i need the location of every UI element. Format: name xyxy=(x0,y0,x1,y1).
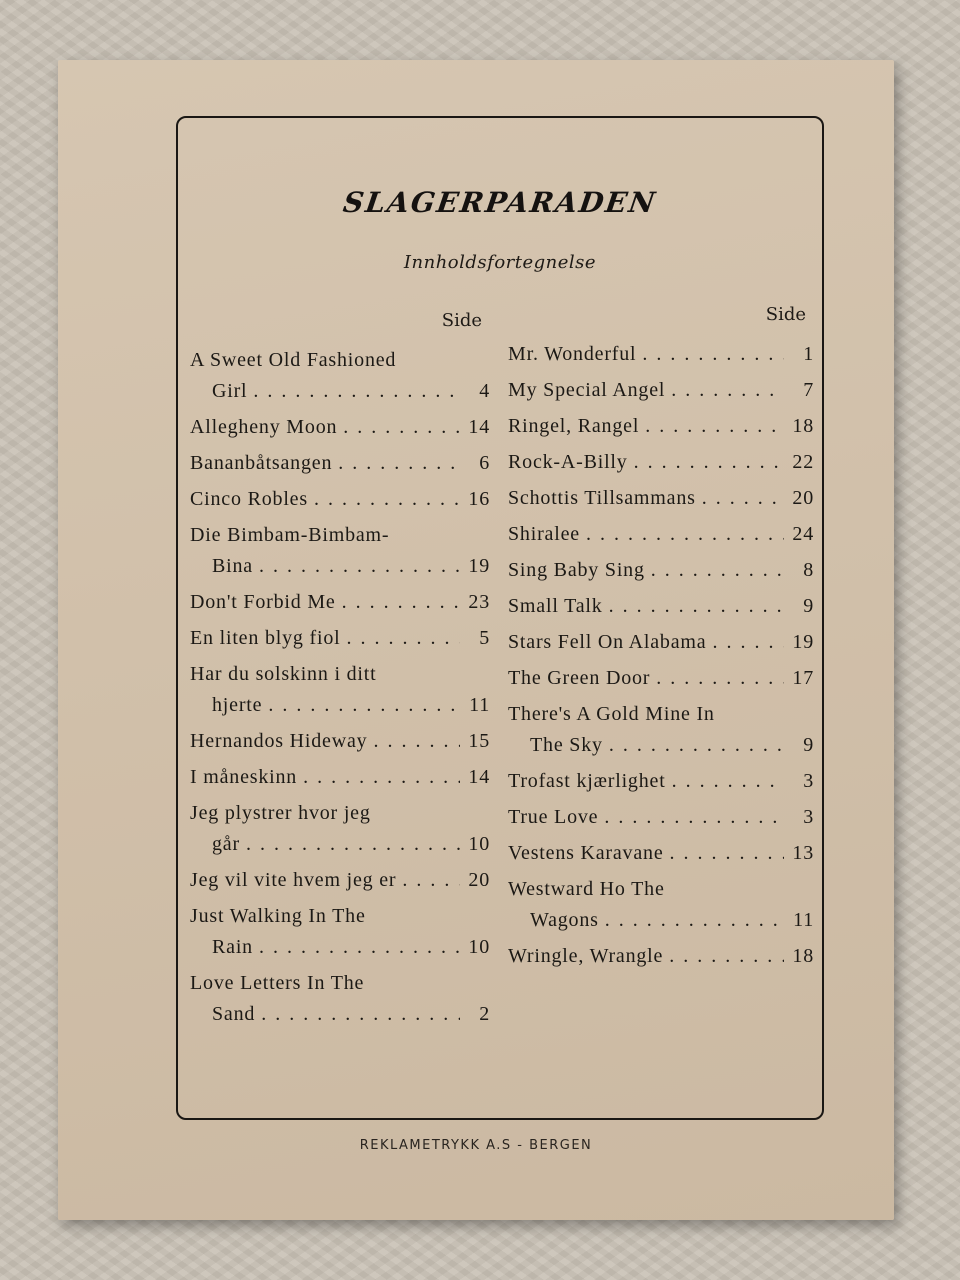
toc-entry xyxy=(190,659,490,721)
toc-entry-line xyxy=(508,555,814,586)
dot-leader xyxy=(343,412,460,443)
dot-leader xyxy=(342,587,460,618)
toc-entry-title: Allegheny Moon xyxy=(190,416,338,438)
toc-entry-line xyxy=(190,448,490,479)
side-label-right: Side xyxy=(765,304,806,325)
toc-entry-page: 6 xyxy=(479,452,490,474)
dot-leader xyxy=(670,838,784,869)
dot-leader xyxy=(402,865,460,896)
toc-entry-page: 13 xyxy=(792,842,814,864)
toc-entry xyxy=(190,865,490,896)
toc-entry-title: Shiralee xyxy=(508,523,580,545)
toc-entry-title: Jeg vil vite hvem jeg er xyxy=(190,869,397,891)
dot-leader xyxy=(634,447,784,478)
dot-leader xyxy=(672,766,784,797)
toc-entry-page: 22 xyxy=(792,451,814,473)
toc-entry xyxy=(508,699,814,761)
toc-entry-title: Girl xyxy=(212,380,248,402)
toc-entry-page: 14 xyxy=(468,766,490,788)
page-subtitle: Innholdsfortegnelse xyxy=(403,252,597,273)
toc-entry-title: Vestens Karavane xyxy=(508,842,664,864)
content-frame xyxy=(176,116,824,1120)
toc-entry-title: Sing Baby Sing xyxy=(508,559,645,581)
toc-entry-line xyxy=(190,623,490,654)
dot-leader xyxy=(605,905,784,936)
toc-entry-line xyxy=(508,483,814,514)
toc-column-left xyxy=(190,310,490,1035)
toc-entry-line xyxy=(190,376,490,407)
toc-entry-page: 16 xyxy=(468,488,490,510)
dot-leader xyxy=(642,339,784,370)
page-title: SLAGERPARADEN xyxy=(341,186,659,219)
toc-entry xyxy=(508,339,814,370)
dot-leader xyxy=(261,999,460,1030)
toc-entry-title: Trofast kjærlighet xyxy=(508,770,666,792)
toc-entry-line xyxy=(190,726,490,757)
dot-leader xyxy=(314,484,460,515)
toc-entry xyxy=(190,484,490,515)
toc-entry-page: 3 xyxy=(803,770,814,792)
toc-entry-title: Wringle, Wrangle xyxy=(508,945,664,967)
dot-leader xyxy=(347,623,461,654)
toc-entry-page: 19 xyxy=(468,555,490,577)
toc-entry xyxy=(190,448,490,479)
toc-entry-line xyxy=(190,412,490,443)
toc-entry xyxy=(190,345,490,407)
toc-entry xyxy=(508,375,814,406)
toc-entry-line xyxy=(508,411,814,442)
toc-list-left xyxy=(190,345,490,1030)
toc-entry-title: Stars Fell On Alabama xyxy=(508,631,707,653)
toc-entry-title: Bina xyxy=(212,555,253,577)
toc-entry-line xyxy=(508,627,814,658)
toc-entry-page: 3 xyxy=(803,806,814,828)
toc-entry-title-first-line: Jeg plystrer hvor jeg xyxy=(190,802,371,824)
toc-entry-line xyxy=(190,484,490,515)
toc-entry xyxy=(190,968,490,1030)
toc-entry-page: 11 xyxy=(793,909,814,931)
toc-entry-page: 17 xyxy=(792,667,814,689)
toc-entry xyxy=(190,726,490,757)
dot-leader xyxy=(702,483,784,514)
toc-entry-title: Rain xyxy=(212,936,253,958)
toc-entry-title: Schottis Tillsammans xyxy=(508,487,696,509)
dot-leader xyxy=(303,762,460,793)
printer-footer: REKLAMETRYKK A.S - BERGEN xyxy=(359,1138,593,1153)
toc-entry-line xyxy=(508,766,814,797)
toc-entry xyxy=(190,412,490,443)
dot-leader xyxy=(609,730,784,761)
toc-entry-line xyxy=(508,663,814,694)
toc-entry-page: 18 xyxy=(792,945,814,967)
toc-entry-title: En liten blyg fiol xyxy=(190,627,341,649)
toc-entry xyxy=(508,766,814,797)
toc-entry xyxy=(190,623,490,654)
toc-entry-line xyxy=(508,838,814,869)
toc-entry xyxy=(508,838,814,869)
toc-entry-title-first-line: Westward Ho The xyxy=(508,878,665,900)
toc-entry xyxy=(508,411,814,442)
dot-leader xyxy=(671,375,784,406)
toc-entry-title: The Green Door xyxy=(508,667,651,689)
toc-entry xyxy=(508,941,814,972)
dot-leader xyxy=(604,802,784,833)
toc-entry-page: 2 xyxy=(479,1003,490,1025)
toc-entry-line xyxy=(190,551,490,582)
toc-entry-title: går xyxy=(212,833,240,855)
toc-entry xyxy=(508,555,814,586)
toc-entry xyxy=(508,802,814,833)
toc-entry-page: 5 xyxy=(479,627,490,649)
toc-entry-page: 7 xyxy=(803,379,814,401)
toc-entry-line xyxy=(508,591,814,622)
toc-entry-line xyxy=(508,905,814,936)
toc-entry xyxy=(190,901,490,963)
toc-entry-line xyxy=(508,730,814,761)
toc-entry-title-first-line: A Sweet Old Fashioned xyxy=(190,349,397,371)
toc-entry-title: I måneskinn xyxy=(190,766,298,788)
toc-entry-title: Small Talk xyxy=(508,595,603,617)
toc-entry-page: 23 xyxy=(468,591,490,613)
toc-entry-page: 18 xyxy=(792,415,814,437)
toc-entry-page: 1 xyxy=(803,343,814,365)
toc-entry-title: Wagons xyxy=(530,909,599,931)
toc-entry-page: 20 xyxy=(468,869,490,891)
toc-entry-line xyxy=(190,865,490,896)
toc-entry-page: 24 xyxy=(792,523,814,545)
toc-entry-title: Cinco Robles xyxy=(190,488,308,510)
dot-leader xyxy=(268,690,460,721)
toc-entry-page: 15 xyxy=(468,730,490,752)
toc-entry-line xyxy=(508,519,814,550)
toc-entry-page: 10 xyxy=(468,833,490,855)
toc-entry-line xyxy=(508,941,814,972)
toc-entry xyxy=(508,519,814,550)
toc-entry-title: My Special Angel xyxy=(508,379,666,401)
toc-entry-page: 8 xyxy=(803,559,814,581)
toc-entry-title: Don't Forbid Me xyxy=(190,591,336,613)
toc-entry xyxy=(508,627,814,658)
toc-entry-title-first-line: Die Bimbam-Bimbam- xyxy=(190,524,390,546)
dot-leader xyxy=(586,519,784,550)
toc-entry-line xyxy=(508,447,814,478)
toc-entry-line xyxy=(190,690,490,721)
dot-leader xyxy=(651,555,784,586)
dot-leader xyxy=(645,411,784,442)
toc-entry xyxy=(508,874,814,936)
dot-leader xyxy=(338,448,460,479)
toc-entry xyxy=(190,587,490,618)
toc-entry-title: The Sky xyxy=(530,734,603,756)
toc-entry-page: 10 xyxy=(468,936,490,958)
toc-entry-title: True Love xyxy=(508,806,599,828)
toc-entry-line xyxy=(190,999,490,1030)
toc-entry-line xyxy=(190,932,490,963)
toc-entry-page: 9 xyxy=(803,595,814,617)
dot-leader xyxy=(246,829,460,860)
toc-entry xyxy=(508,447,814,478)
toc-entry xyxy=(190,520,490,582)
toc-entry-title: Rock-A-Billy xyxy=(508,451,628,473)
dot-leader xyxy=(253,376,460,407)
toc-entry-page: 20 xyxy=(792,487,814,509)
toc-entry xyxy=(190,798,490,860)
toc-entry xyxy=(190,762,490,793)
toc-entry-line xyxy=(508,802,814,833)
toc-entry-line xyxy=(508,339,814,370)
toc-entry-title-first-line: Love Letters In The xyxy=(190,972,365,994)
toc-entry-page: 19 xyxy=(792,631,814,653)
toc-entry-line xyxy=(190,829,490,860)
toc-entry-page: 14 xyxy=(468,416,490,438)
toc-entry-title: Sand xyxy=(212,1003,256,1025)
toc-column-right xyxy=(508,304,814,977)
toc-entry-title-first-line: There's A Gold Mine In xyxy=(508,703,715,725)
toc-entry-title: Mr. Wonderful xyxy=(508,343,637,365)
dot-leader xyxy=(669,941,784,972)
dot-leader xyxy=(259,551,460,582)
toc-entry-page: 9 xyxy=(803,734,814,756)
dot-leader xyxy=(609,591,784,622)
dot-leader xyxy=(259,932,460,963)
toc-entry-title: Ringel, Rangel xyxy=(508,415,640,437)
side-label-left: Side xyxy=(441,310,482,331)
toc-entry-page: 11 xyxy=(469,694,490,716)
toc-entry-line xyxy=(508,375,814,406)
dot-leader xyxy=(712,627,784,658)
booklet-page xyxy=(58,60,894,1220)
toc-entry xyxy=(508,483,814,514)
dot-leader xyxy=(373,726,460,757)
toc-entry xyxy=(508,663,814,694)
toc-entry-line xyxy=(190,587,490,618)
toc-entry-title: Hernandos Hideway xyxy=(190,730,368,752)
dot-leader xyxy=(656,663,784,694)
toc-list-right xyxy=(508,339,814,972)
toc-entry-title-first-line: Just Walking In The xyxy=(190,905,366,927)
toc-entry-page: 4 xyxy=(479,380,490,402)
toc-entry xyxy=(508,591,814,622)
toc-entry-title-first-line: Har du solskinn i ditt xyxy=(190,663,377,685)
toc-entry-title: Bananbåtsangen xyxy=(190,452,333,474)
toc-entry-line xyxy=(190,762,490,793)
toc-entry-title: hjerte xyxy=(212,694,263,716)
